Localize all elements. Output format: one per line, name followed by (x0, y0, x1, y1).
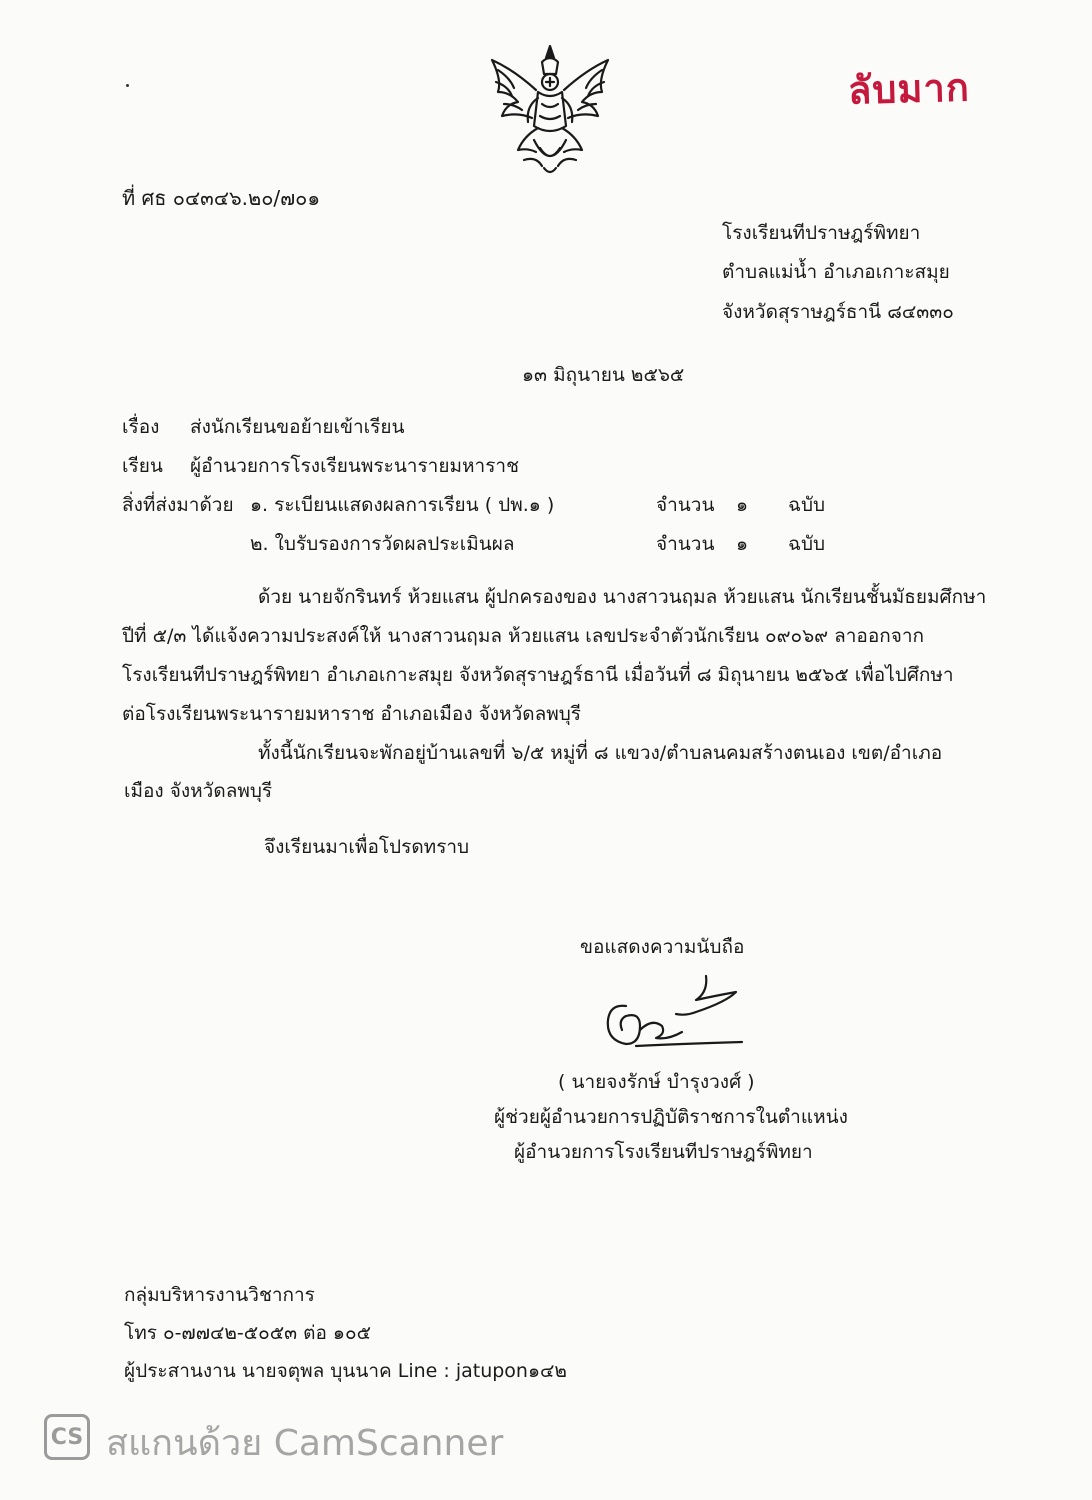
signatory-position-1: ผู้ช่วยผู้อำนวยการปฏิบัติราชการในตำแหน่ง (494, 1106, 848, 1128)
body-paragraph-1-line-3: โรงเรียนทีปราษฎร์พิทยา อำเภอเกาะสมุย จังหวัดสุราษฎร์ธานี เมื่อวันที่ ๘ มิถุนายน ๒๕๖๕ เพื่อไปศึกษา (122, 664, 954, 686)
signatory-position-2: ผู้อำนวยการโรงเรียนทีปราษฎร์พิทยา (514, 1141, 813, 1163)
footer-coordinator: ผู้ประสานงาน นายจตุพล บุนนาค Line : jatupon๑๔๒ (124, 1360, 567, 1382)
enclosure-qty-label: จำนวน (656, 533, 715, 555)
document-date: ๑๓ มิถุนายน ๒๕๖๕ (522, 364, 685, 386)
sender-address-line-2: ตำบลแม่น้ำ อำเภอเกาะสมุย (722, 261, 950, 283)
scan-speck (126, 84, 129, 87)
body-paragraph-2-line-1: ทั้งนี้นักเรียนจะพักอยู่บ้านเลขที่ ๖/๕ หมู่ที่ ๘ แขวง/ตำบลนคมสร้างตนเอง เขต/อำเภอ (258, 742, 943, 764)
subject-label: เรื่อง (122, 416, 160, 438)
regards-text: ขอแสดงความนับถือ (580, 936, 745, 958)
body-paragraph-2-line-2: เมือง จังหวัดลพบุรี (124, 780, 273, 802)
subject-value: ส่งนักเรียนขอย้ายเข้าเรียน (190, 416, 405, 438)
enclosure-qty-label: จำนวน (656, 494, 715, 516)
sender-address-line-1: โรงเรียนทีปราษฎร์พิทยา (722, 222, 921, 244)
enclosure-unit: ฉบับ (788, 533, 826, 555)
enclosure-unit: ฉบับ (788, 494, 826, 516)
enclosure-item-text: ๒. ใบรับรองการวัดผลประเมินผล (250, 533, 515, 555)
recipient-value: ผู้อำนวยการโรงเรียนพระนารายมหาราช (190, 455, 519, 477)
body-paragraph-1-line-4: ต่อโรงเรียนพระนารายมหาราช อำเภอเมือง จังหวัดลพบุรี (122, 703, 582, 725)
closing-line: จึงเรียนมาเพื่อโปรดทราบ (264, 836, 470, 858)
camscanner-logo-icon: CS (44, 1414, 90, 1460)
body-paragraph-1-line-1: ด้วย นายจักรินทร์ ห้วยแสน ผู้ปกครองของ นางสาวนฤมล ห้วยแสน นักเรียนชั้นมัธยมศึกษา (258, 586, 987, 608)
enclosure-qty: ๑ (736, 494, 749, 516)
camscanner-watermark-text: สแกนด้วย CamScanner (106, 1423, 504, 1464)
garuda-emblem-icon (484, 40, 616, 180)
document-reference-number: ที่ ศธ ๐๔๓๔๖.๒๐/๗๐๑ (122, 186, 321, 210)
footer-phone: โทร ๐-๗๗๔๒-๕๐๕๓ ต่อ ๑๐๕ (124, 1322, 371, 1344)
handwritten-signature (596, 970, 756, 1060)
sender-address-line-3: จังหวัดสุราษฎร์ธานี ๘๔๓๓๐ (722, 301, 954, 323)
classification-stamp: ลับมาก (847, 65, 971, 113)
recipient-label: เรียน (122, 455, 163, 477)
enclosure-qty: ๑ (736, 533, 749, 555)
signatory-name: ( นายจงรักษ์ บำรุงวงศ์ ) (558, 1071, 755, 1093)
enclosure-item-text: ๑. ระเบียนแสดงผลการเรียน ( ปพ.๑ ) (250, 494, 555, 516)
enclosures-label: สิ่งที่ส่งมาด้วย (122, 494, 234, 516)
footer-department: กลุ่มบริหารงานวิชาการ (124, 1284, 315, 1306)
body-paragraph-1-line-2: ปีที่ ๕/๓ ได้แจ้งความประสงค์ให้ นางสาวนฤมล ห้วยแสน เลขประจำตัวนักเรียน ๐๙๐๖๙ ลาออกจาก (122, 625, 925, 647)
